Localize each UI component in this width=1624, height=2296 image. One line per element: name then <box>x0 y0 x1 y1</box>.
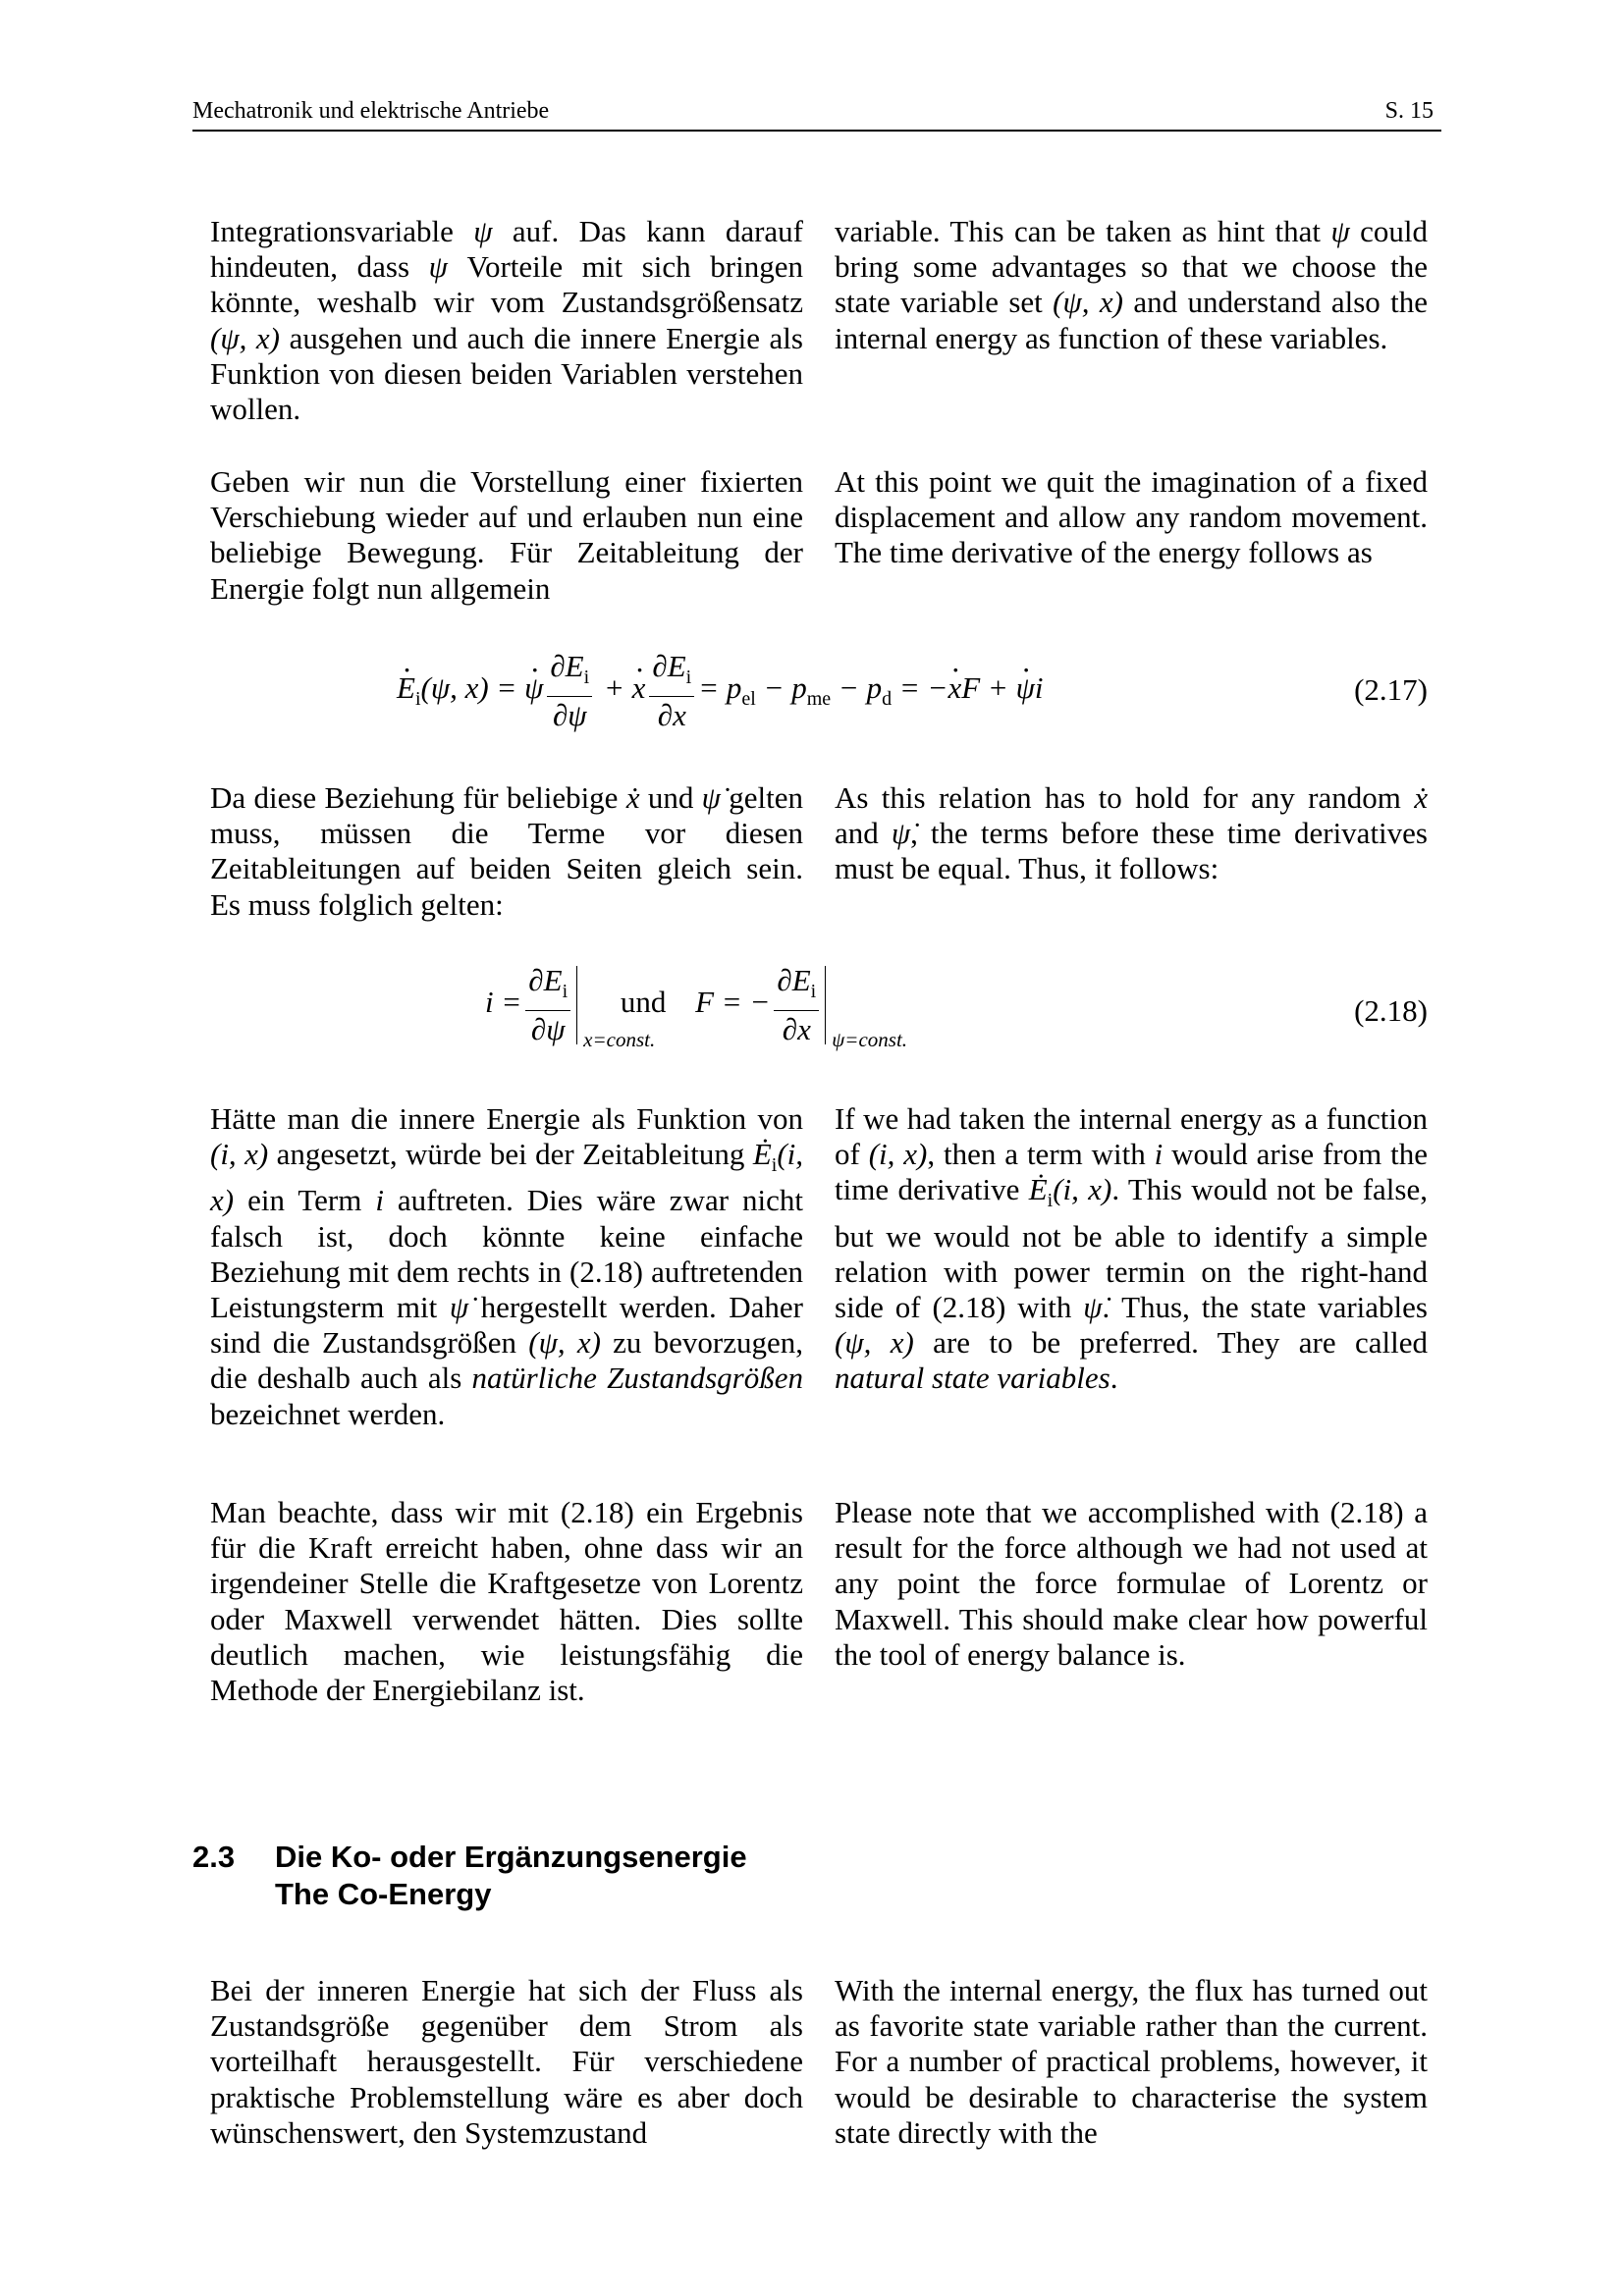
paragraph-5-en: Please note that we accomplished with (2.18) a result for the force although we had not used at any point the force formulae of Lorentz or Maxwell. This should make clear how powerful the tool of energy balance is. <box>835 1495 1428 1672</box>
section-title-de: Die Ko- oder Ergänzungsenergie <box>275 1840 747 1874</box>
paragraph-3-de: Da diese Beziehung für beliebige ẋ und ψ̇ gelten muss, müssen die Terme vor diesen Zeitableitungen auf beiden Seiten gleich sein. Es muss folglich gelten: <box>210 780 803 922</box>
paragraph-2-en: At this point we quit the imagination of a fixed displacement and allow any random movement. The time derivative of the energy follows as <box>835 464 1428 570</box>
running-title: Mechatronik und elektrische Antriebe <box>192 98 550 124</box>
paragraph-3-en: As this relation has to hold for any random ẋ and ψ̇, the terms before these time derivatives must be equal. Thus, it follows: <box>835 780 1428 886</box>
paragraph-4-en: If we had taken the internal energy as a function of (i, x), then a term with i would arise from the time derivative $Ė_i(i$, x). This would not be false, but we would not be able to identify a simple relation with power termin on the right-hand side of (2.18) with ψ̇. Thus, the state variables (ψ, x) are to be preferred. They are called natural state variables. <box>835 1101 1428 1396</box>
page-header <box>192 96 1441 132</box>
equation-2-17: · $E_i(\psi$, x) = · ψ $\frac{\partial E_i}{\partial\psi}$ + · x $\frac{\partial E_i}{\partial x}$ = $p_{el} - p_{me} - p_d$ = −· xF + · ψi (2.17) <box>210 648 1428 736</box>
paragraph-6-de: Bei der inneren Energie hat sich der Fluss als Zustandsgröße gegenüber dem Strom als vorteilhaft herausgestellt. Für verschiedene praktische Problemstellung wäre es aber doch wünschenswert, den Systemzustand <box>210 1973 803 2150</box>
equation-number: (2.17) <box>1354 672 1428 707</box>
paragraph-2-de: Geben wir nun die Vorstellung einer fixierten Verschiebung wieder auf und erlauben nun eine beliebige Bewegung. Für Zeitableitung der Energie folgt nun allgemein <box>210 464 803 606</box>
paragraph-6-en: With the internal energy, the flux has turned out as favorite state variable rather than the current. For a number of practical problems, however, it would be desirable to characterise the system state directly with the <box>835 1973 1428 2150</box>
paragraph-4-de: Hätte man die innere Energie als Funktion von (i, x) angesetzt, würde bei der Zeitableitung $Ė_i(i$, x) ein Term i auftreten. Dies wäre zwar nicht falsch ist, doch könnte keine einfache Beziehung mit dem rechts in (2.18) auftretenden Leistungsterm mit ψ̇ hergestellt werden. Daher sind die Zustandsgrößen (ψ, x) zu bevorzugen, die deshalb auch als natürliche Zustandsgrößen bezeichnet werden. <box>210 1101 804 1431</box>
section-title-en: The Co-Energy <box>275 1877 492 1911</box>
equation-number: (2.18) <box>1354 993 1428 1028</box>
paragraph-1-en: variable. This can be taken as hint that ψ could bring some advantages so that we choose the state variable set (ψ, x) and understand also the internal energy as function of these variables. <box>835 214 1428 355</box>
section-heading <box>192 1839 978 1917</box>
paragraph-1-de: Integrationsvariable ψ auf. Das kann darauf hindeuten, dass ψ Vorteile mit sich bringen könnte, weshalb wir vom Zustandsgrößensatz (ψ, x) ausgehen und auch die innere Energie als Funktion von diesen beiden Variablen verstehen wollen. <box>210 214 804 427</box>
equation-2-18: i = $\frac{\partial E_i}{\partial\psi}$ x=const. und F = − $\frac{\partial E_i}{\partial x}$ ψ=const. (2.18) <box>485 963 1428 1051</box>
page-number: S. 15 <box>1384 98 1434 124</box>
section-number: 2.3 <box>192 1840 236 1874</box>
paragraph-5-de: Man beachte, dass wir mit (2.18) ein Ergebnis für die Kraft erreicht haben, ohne dass wir an irgendeiner Stelle die Kraftgesetze von Lorentz oder Maxwell verwendet hätten. Dies sollte deutlich machen, wie leistungsfähig die Methode der Energiebilanz ist. <box>210 1495 803 1708</box>
